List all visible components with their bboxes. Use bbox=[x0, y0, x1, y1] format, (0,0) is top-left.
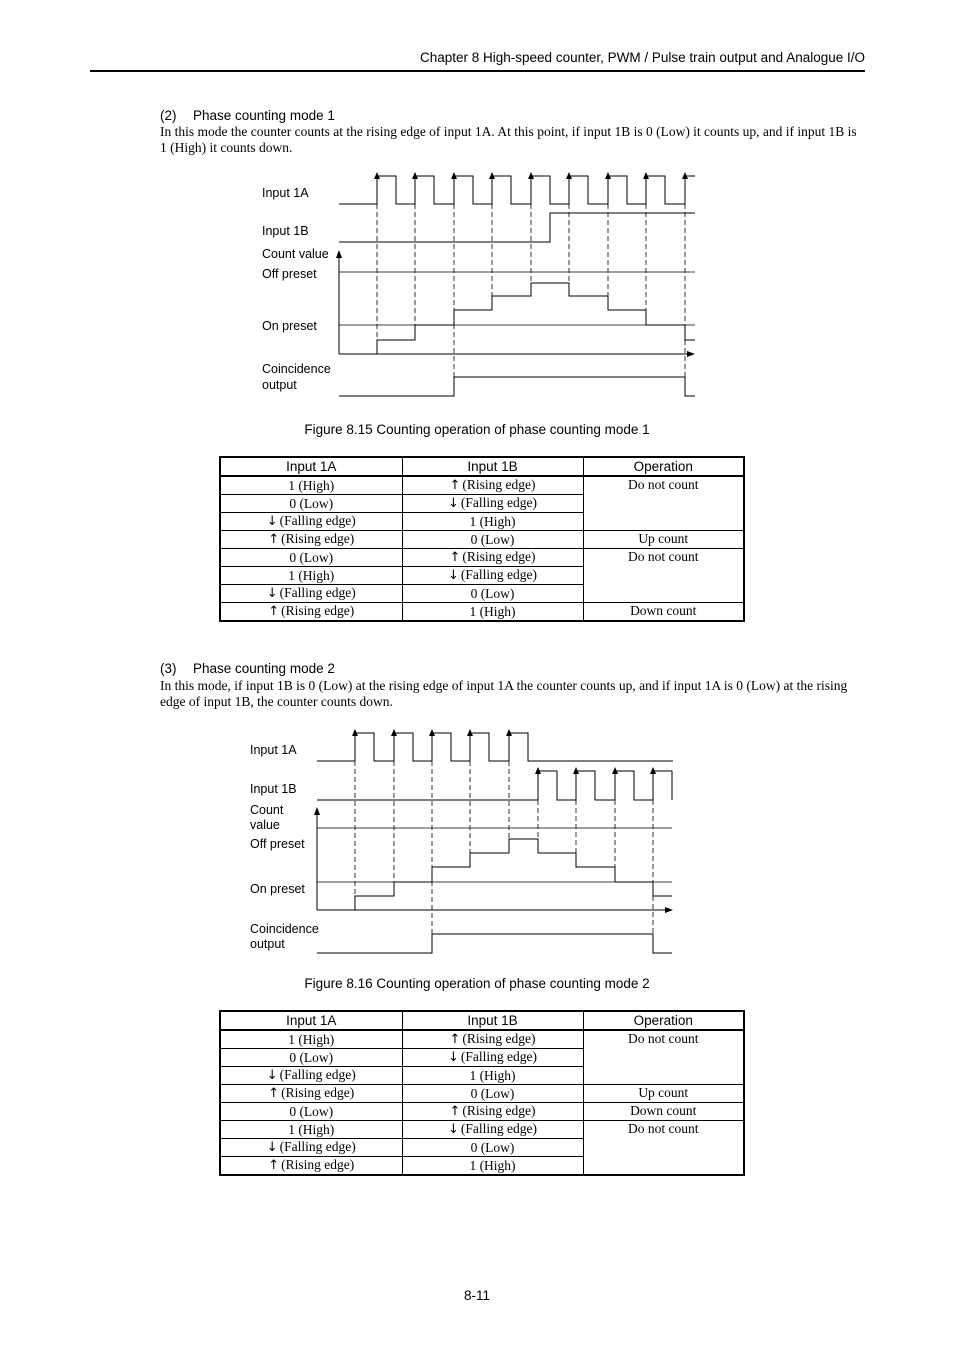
cell-input-1a: ↓ (Falling edge) bbox=[220, 1067, 402, 1085]
section-paragraph-2: In this mode the counter counts at the rising edge of input 1A. At this point, if input 1B is 0 (Low) it counts up, and if input 1B is 1 (High) it counts down. bbox=[160, 124, 857, 155]
cell-input-1a: ↑ (Rising edge) bbox=[220, 1085, 402, 1103]
cell-input-1a: 0 (Low) bbox=[220, 549, 402, 567]
table-row bbox=[220, 1121, 744, 1139]
edge-arrow-icons bbox=[314, 729, 673, 913]
chapter-title: Chapter 8 High-speed counter, PWM / Pulse train output and Analogue I/O bbox=[419, 50, 865, 65]
cell-input-1b: 0 (Low) bbox=[402, 585, 583, 603]
up-arrow-icon: ↑ bbox=[449, 1032, 461, 1047]
cell-input-1b: ↓ (Falling edge) bbox=[402, 1049, 583, 1067]
label-coincidence: Coincidence bbox=[250, 922, 319, 936]
page-number: 8-11 bbox=[463, 1288, 491, 1303]
cell-operation: Do not count bbox=[583, 1121, 744, 1176]
label-count: Count bbox=[250, 803, 284, 817]
up-arrow-icon: ↑ bbox=[268, 604, 280, 619]
label-input-1a: Input 1A bbox=[262, 186, 309, 200]
cell-input-1a: 0 (Low) bbox=[220, 495, 402, 513]
label-input-1b: Input 1B bbox=[262, 224, 309, 238]
section-paragraph-3: In this mode, if input 1B is 0 (Low) at the rising edge of input 1A the counter counts up, and if input 1A is 0 (Low) at the rising edge of input 1B, the counter counts down. bbox=[160, 678, 848, 709]
cell-input-1a: ↑ (Rising edge) bbox=[220, 603, 402, 622]
up-arrow-icon: ↑ bbox=[268, 532, 280, 547]
column-header: Operation bbox=[583, 457, 744, 476]
cell-input-1a: ↓ (Falling edge) bbox=[220, 1139, 402, 1157]
table-header-row bbox=[220, 1011, 744, 1030]
cell-input-1b: 1 (High) bbox=[402, 513, 583, 531]
label-value: value bbox=[250, 818, 280, 832]
count-staircase bbox=[317, 839, 672, 910]
time-axis-arrow-icon bbox=[665, 907, 673, 913]
table-row bbox=[220, 1085, 744, 1103]
up-arrow-icon: ↑ bbox=[449, 478, 461, 493]
cell-operation: Do not count bbox=[583, 549, 744, 603]
cell-input-1b: 0 (Low) bbox=[402, 531, 583, 549]
cell-input-1b: 1 (High) bbox=[402, 1157, 583, 1176]
cell-input-1b: 1 (High) bbox=[402, 1067, 583, 1085]
cell-input-1b: ↓ (Falling edge) bbox=[402, 1121, 583, 1139]
cell-operation: Up count bbox=[583, 531, 744, 549]
section-number: (2) bbox=[160, 108, 177, 123]
section-title: Phase counting mode 1 bbox=[193, 108, 335, 123]
label-input-1b: Input 1B bbox=[250, 782, 297, 796]
cell-input-1b: ↑ (Rising edge) bbox=[402, 1030, 583, 1049]
down-arrow-icon: ↓ bbox=[447, 496, 459, 511]
section-title: Phase counting mode 2 bbox=[193, 661, 335, 676]
down-arrow-icon: ↓ bbox=[266, 1068, 278, 1083]
cell-input-1a: 0 (Low) bbox=[220, 1049, 402, 1067]
column-header: Operation bbox=[583, 1011, 744, 1030]
down-arrow-icon: ↓ bbox=[266, 514, 278, 529]
column-header: Input 1B bbox=[402, 457, 583, 476]
up-arrow-icon: ↑ bbox=[268, 1086, 280, 1101]
truth-table-mode2 bbox=[219, 1010, 745, 1176]
cell-operation: Do not count bbox=[583, 1030, 744, 1085]
figure-caption-8-15: Figure 8.15 Counting operation of phase counting mode 1 bbox=[304, 422, 650, 437]
cell-input-1a: 0 (Low) bbox=[220, 1103, 402, 1121]
down-arrow-icon: ↓ bbox=[447, 1050, 459, 1065]
label-on-preset: On preset bbox=[250, 882, 305, 896]
cell-operation: Do not count bbox=[583, 476, 744, 531]
label-output: output bbox=[250, 937, 285, 951]
down-arrow-icon: ↓ bbox=[447, 1122, 459, 1137]
column-header: Input 1A bbox=[220, 1011, 402, 1030]
down-arrow-icon: ↓ bbox=[447, 568, 459, 583]
up-arrow-icon: ↑ bbox=[449, 1104, 461, 1119]
column-header: Input 1B bbox=[402, 1011, 583, 1030]
cell-operation: Down count bbox=[583, 1103, 744, 1121]
label-off-preset: Off preset bbox=[250, 837, 305, 851]
cell-input-1b: ↓ (Falling edge) bbox=[402, 567, 583, 585]
down-arrow-icon: ↓ bbox=[266, 586, 278, 601]
cell-input-1b: 1 (High) bbox=[402, 603, 583, 622]
cell-input-1b: ↑ (Rising edge) bbox=[402, 549, 583, 567]
label-count-value: Count value bbox=[262, 247, 329, 261]
table-row bbox=[220, 1103, 744, 1121]
input-1b-waveform bbox=[317, 771, 672, 800]
label-input-1a: Input 1A bbox=[250, 743, 297, 757]
cell-input-1a: 1 (High) bbox=[220, 567, 402, 585]
coincidence-output-waveform bbox=[317, 934, 672, 953]
input-1a-waveform bbox=[317, 733, 673, 761]
label-off-preset: Off preset bbox=[262, 267, 317, 281]
label-coincidence: Coincidence bbox=[262, 362, 331, 376]
section-number: (3) bbox=[160, 661, 177, 676]
up-arrow-icon: ↑ bbox=[449, 550, 461, 565]
cell-input-1a: 1 (High) bbox=[220, 1030, 402, 1049]
figure-caption-8-16: Figure 8.16 Counting operation of phase counting mode 2 bbox=[304, 976, 650, 991]
cell-input-1b: ↓ (Falling edge) bbox=[402, 495, 583, 513]
cell-input-1a: ↑ (Rising edge) bbox=[220, 531, 402, 549]
table-row bbox=[220, 1030, 744, 1049]
column-header: Input 1A bbox=[220, 457, 402, 476]
cell-operation: Down count bbox=[583, 603, 744, 622]
cell-input-1a: 1 (High) bbox=[220, 1121, 402, 1139]
cell-input-1b: ↑ (Rising edge) bbox=[402, 1103, 583, 1121]
count-axis-arrow-icon bbox=[314, 807, 320, 815]
cell-input-1a: ↓ (Falling edge) bbox=[220, 513, 402, 531]
cell-input-1a: ↓ (Falling edge) bbox=[220, 585, 402, 603]
cell-input-1a: 1 (High) bbox=[220, 476, 402, 495]
label-output: output bbox=[262, 378, 297, 392]
cell-operation: Up count bbox=[583, 1085, 744, 1103]
cell-input-1b: 0 (Low) bbox=[402, 1139, 583, 1157]
up-arrow-icon: ↑ bbox=[268, 1158, 280, 1173]
cell-input-1b: ↑ (Rising edge) bbox=[402, 476, 583, 495]
cell-input-1b: 0 (Low) bbox=[402, 1085, 583, 1103]
down-arrow-icon: ↓ bbox=[266, 1140, 278, 1155]
cell-input-1a: ↑ (Rising edge) bbox=[220, 1157, 402, 1176]
label-on-preset: On preset bbox=[262, 319, 317, 333]
